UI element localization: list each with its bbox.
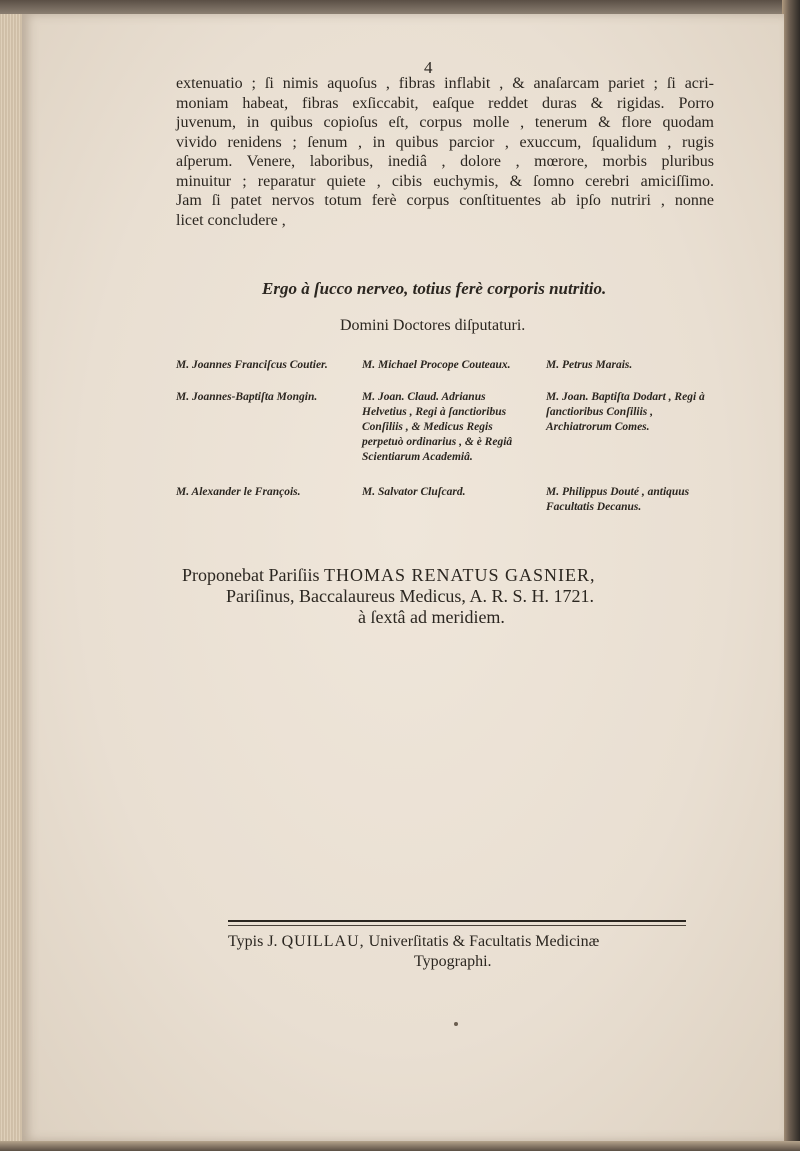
proponebat-line-3: à ſextâ ad meridiem. — [358, 607, 505, 627]
body-line: licet concludere , — [176, 211, 286, 229]
imprint-line-1 — [228, 932, 688, 952]
footer-rule-thin — [228, 925, 686, 926]
doctors-column-1 — [176, 358, 344, 508]
doctor-entry: M. Joannes Franciſcus Coutier. — [176, 359, 328, 371]
doctor-entry: M. Alexander le François. — [176, 486, 301, 498]
doctors-column-2 — [362, 358, 530, 508]
page-number: 4 — [424, 58, 433, 77]
doctor-entry: M. Joannes-Baptiſta Mongin. — [176, 391, 318, 403]
body-line: moniam habeat, fibras exſiccabit, eaſque reddet duras & rigidas. Porro — [176, 94, 714, 112]
respondent-name: THOMAS RENATUS GASNIER, — [324, 565, 596, 585]
doctor-entry: M. Petrus Marais. — [546, 359, 633, 371]
body-line: vivido renidens ; ſenum , in quibus parcior , exuccum, ſqualidum , rugis — [176, 133, 714, 151]
book-edge-bottom — [0, 1141, 800, 1151]
book-edge-left — [0, 14, 22, 1151]
doctors-column-3 — [546, 358, 714, 518]
doctors-heading: Domini Doctores diſputaturi. — [340, 317, 526, 334]
printer-name: QUILLAU, — [281, 933, 365, 950]
printer-imprint — [228, 932, 688, 972]
doctor-entry: M. Joan. Claud. Adrianus Helvetius , Regi à ſanctioribus Conſiliis , & Medicus Regis perpetuò ordinarius , & è Regiâ Scientiarum Academiâ. — [362, 391, 513, 463]
body-line: extenuatio ; ſi nimis aquoſus , fibras inflabit , & anaſarcam pariet ; ſi acri- — [176, 75, 714, 92]
body-line: aſperum. Venere, laboribus, inediâ , dolore , mœrore, morbis pluribus — [176, 153, 714, 170]
thesis-statement: Ergo à ſucco nerveo, totius ferè corporis nutritio. — [262, 279, 607, 298]
book-edge-right — [782, 0, 800, 1151]
footer-rule — [228, 920, 686, 922]
body-line: Jam ſi patet nervos totum ferè corpus conſtituentes ab ipſo nutriri , nonne — [176, 192, 714, 209]
ink-speck — [454, 1022, 458, 1026]
body-paragraph — [176, 74, 714, 230]
doctor-entry: M. Philippus Douté , antiquus Facultatis Decanus. — [546, 486, 690, 513]
imprint-suffix: Univerſitatis & Facultatis Medicinæ — [368, 933, 600, 950]
proponebat-line-1 — [182, 565, 596, 586]
doctor-entry: M. Michael Procope Couteaux. — [362, 359, 511, 371]
doctor-entry: M. Joan. Baptiſta Dodart , Regi à ſanctioribus Conſiliis , Archiatrorum Comes. — [546, 391, 705, 433]
imprint-line-2: Typographi. — [414, 953, 492, 970]
doctor-entry: M. Salvator Cluſcard. — [362, 486, 466, 498]
body-line: juvenum, in quibus copioſus eſt, corpus molle , tenerum & flore quodam — [176, 114, 714, 131]
body-line: minuitur ; reparatur quiete , cibis euchymis, & ſomno cerebri amiciſſimo. — [176, 172, 714, 190]
proponebat-prefix: Proponebat Pariſiis — [182, 565, 320, 585]
proponebat-block — [182, 565, 596, 628]
proponebat-line-2: Pariſinus, Baccalaureus Medicus, A. R. S. H. 1721. — [226, 586, 594, 606]
book-edge-top — [0, 0, 800, 14]
imprint-prefix: Typis J. — [228, 933, 278, 950]
